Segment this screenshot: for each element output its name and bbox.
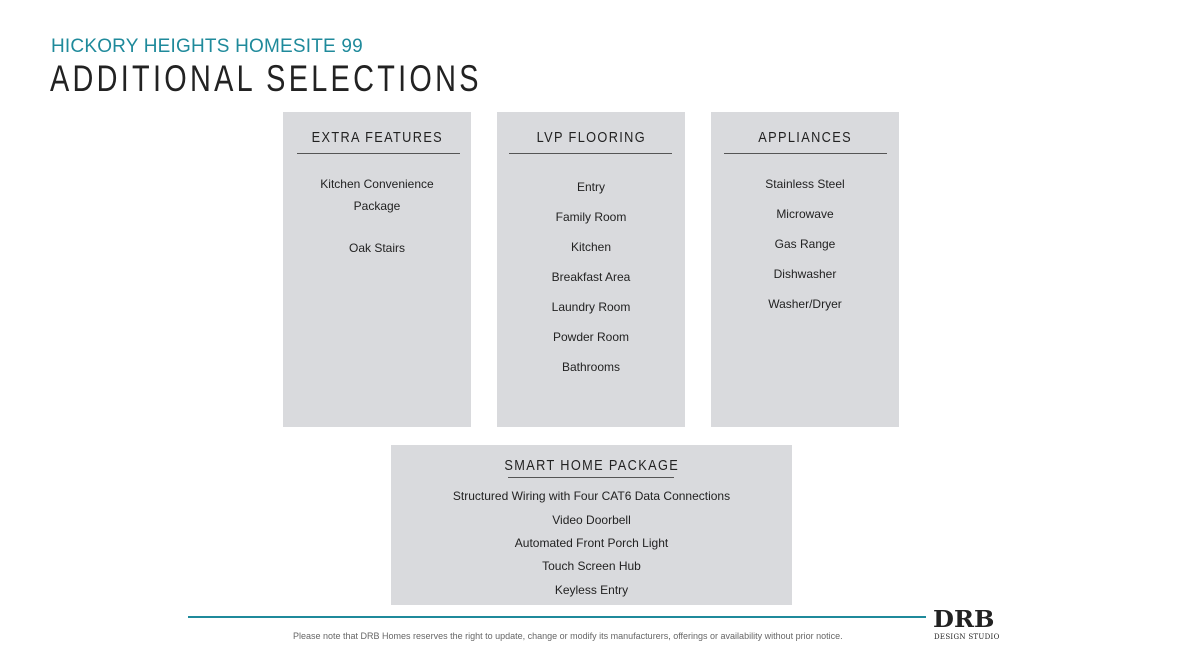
appliances-item: Washer/Dryer [768, 297, 842, 311]
appliances-divider [724, 153, 887, 154]
appliances-item: Microwave [776, 207, 834, 221]
lvp-flooring-item: Powder Room [552, 330, 630, 344]
drb-logo-subtitle: DESIGN STUDIO [934, 633, 1000, 641]
smart-home-panel [391, 445, 792, 605]
smart-home-divider [508, 477, 674, 478]
smart-home-item: Structured Wiring with Four CAT6 Data Connections [452, 489, 731, 503]
lvp-flooring-item: Entry [576, 180, 605, 194]
drb-logo-mark: DRB [933, 606, 995, 633]
lvp-flooring-item: Breakfast Area [551, 270, 631, 284]
extra-features-panel [283, 112, 471, 427]
extra-features-item: Kitchen Convenience [320, 177, 434, 191]
smart-home-title: SMART HOME PACKAGE [504, 457, 679, 474]
appliances-item: Gas Range [774, 237, 836, 251]
smart-home-item: Keyless Entry [554, 583, 629, 597]
extra-features-divider [297, 153, 460, 154]
lvp-flooring-item: Laundry Room [551, 300, 631, 314]
drb-logo [931, 606, 1000, 644]
extra-features-item: Oak Stairs [348, 241, 405, 255]
lvp-flooring-panel [497, 112, 685, 427]
page-title: ADDITIONAL SELECTIONS [50, 58, 482, 99]
appliances-item: Dishwasher [773, 267, 837, 281]
smart-home-item: Touch Screen Hub [542, 559, 641, 573]
lvp-flooring-divider [509, 153, 672, 154]
footer-rule [188, 616, 926, 618]
smart-home-item: Video Doorbell [552, 513, 631, 527]
appliances-title: APPLIANCES [758, 129, 852, 146]
lvp-flooring-item: Kitchen [570, 240, 612, 254]
extra-features-item: Package [353, 199, 401, 213]
appliances-item: Stainless Steel [765, 177, 845, 191]
lvp-flooring-item: Bathrooms [561, 360, 621, 374]
homesite-subtitle: HICKORY HEIGHTS HOMESITE 99 [51, 36, 363, 57]
disclaimer-text: Please note that DRB Homes reserves the right to update, change or modify its manufacturers, offerings or availability without prior notice. [293, 631, 843, 641]
smart-home-item: Automated Front Porch Light [514, 536, 669, 550]
lvp-flooring-title: LVP FLOORING [536, 129, 646, 146]
appliances-panel [711, 112, 899, 427]
extra-features-title: EXTRA FEATURES [311, 129, 443, 146]
lvp-flooring-item: Family Room [555, 210, 627, 224]
